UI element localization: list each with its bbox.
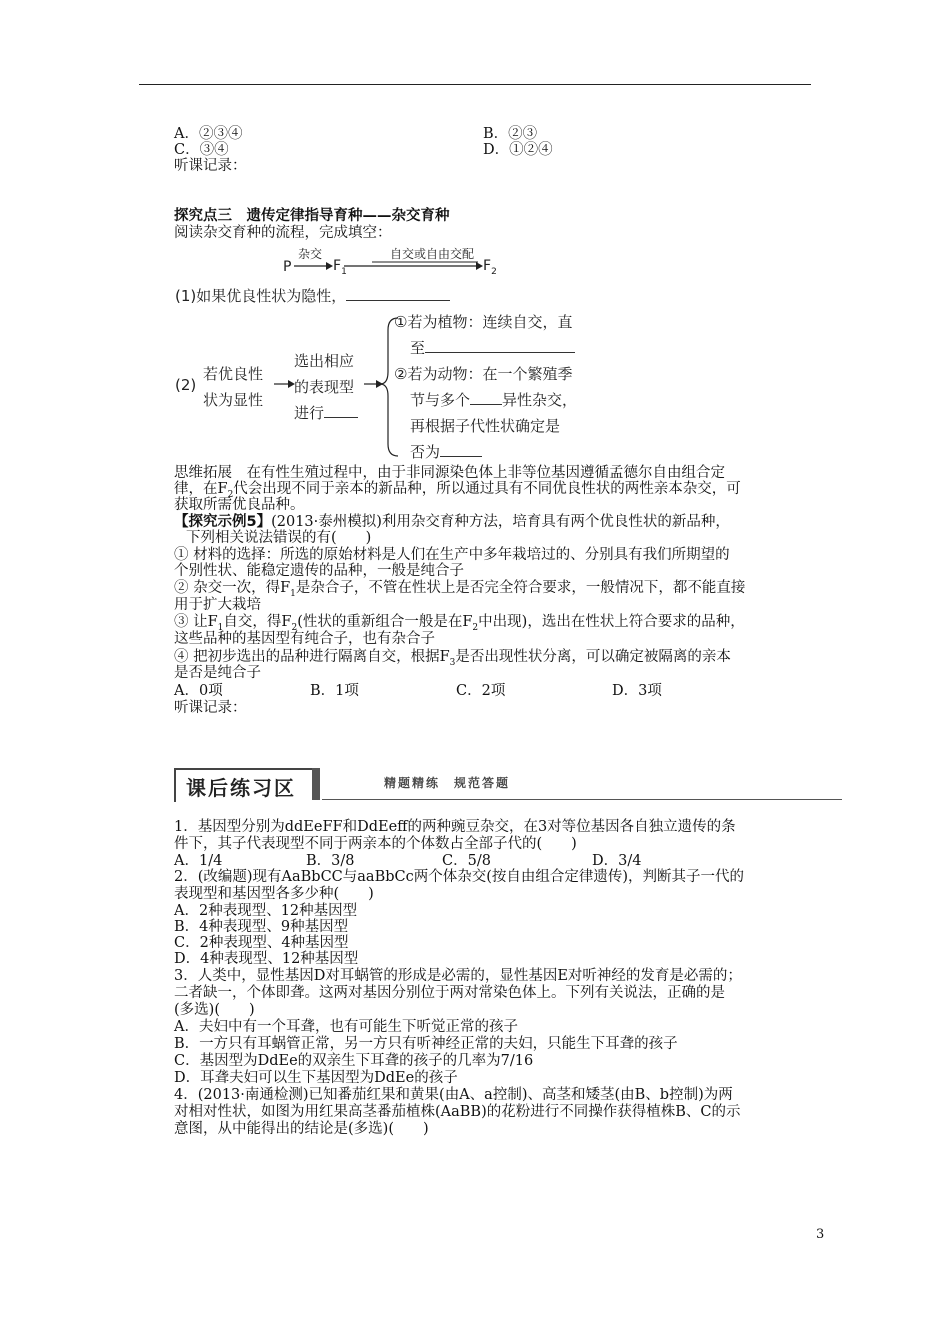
q1-option-d: D．3/4 (592, 853, 642, 869)
page-number: 3 (816, 1227, 825, 1242)
q3-option-d: D．耳聋夫妇可以生下基因型为DdEe的孩子 (174, 1070, 458, 1086)
q4-line-1: 4．(2013·南通检测)已知番茄红果和黄果(由A、a控制)、高茎和矮茎(由B、b控制)为两 (174, 1087, 733, 1103)
banner-subtitle: 精题精练 规范答题 (384, 776, 511, 790)
diagram-recessive-line: (1)如果优良性状为隐性， (175, 285, 450, 306)
banner-title: 课后练习区 (186, 776, 296, 800)
expand-line-2: 律，在$F_2$代会出现不同于亲本的新品种，所以通过具有不同优良性状的两性亲本杂交，可 (174, 481, 741, 500)
example5-record: 听课记录： (174, 700, 247, 716)
diagram-num2: (2) (175, 376, 197, 394)
q1-option-b: B．3/8 (306, 853, 355, 869)
diagram-animal-3: 再根据子代性状确定是 (410, 417, 561, 435)
section-title: 探究点三 遗传定律指导育种——杂交育种 (174, 208, 450, 224)
q2-option-c: C．2种表现型、4种基因型 (174, 935, 349, 951)
q1-option-c: C．5/8 (442, 853, 491, 869)
q2-line-1: 2．(改编题)现有AaBbCC与aaBbCc两个体杂交(按自由组合定律遗传)，判断其子一代的 (174, 869, 745, 885)
example5-option-a: A．0项 (174, 683, 223, 699)
diagram-selfing-label: 自交或自由交配 (390, 247, 475, 261)
diagram-f1: $F_1$ (333, 258, 347, 277)
example5-item-3b: 这些品种的基因型有纯合子，也有杂合子 (174, 631, 435, 647)
diagram-plant-1: ①若为植物：连续自交，直 (394, 313, 573, 331)
q2-option-d: D．4种表现型、12种基因型 (174, 951, 359, 967)
diagram-select-3: 进行 (294, 402, 358, 423)
diagram-p: P (283, 259, 292, 275)
example5-item-2b: 用于扩大栽培 (174, 597, 261, 613)
q4-line-3: 意图，从中能得出的结论是(多选)( ) (174, 1121, 429, 1137)
q3-option-b: B．一方只有耳蜗管正常，另一方只有听神经正常的夫妇，只能生下耳聋的孩子 (174, 1036, 678, 1052)
section-intro: 阅读杂交育种的流程，完成填空： (174, 225, 392, 241)
example5-item-2a: ② 杂交一次，得$F_1$是杂合子，不管在性状上是否完全符合要求，一般情况下，都不能直接 (174, 580, 746, 599)
option-c: C．③④ (174, 142, 229, 158)
diagram-select-2: 的表现型 (294, 378, 355, 396)
banner-underline (322, 799, 842, 800)
example5-item-4b: 是否是纯合子 (174, 665, 261, 681)
q1-option-a: A．1/4 (174, 853, 223, 869)
diagram-animal-2: 节与多个 异性杂交， (410, 391, 578, 409)
example5-option-d: D．3项 (612, 683, 662, 699)
example5-item-3a: ③ 让$F_1$自交，得$F_2$(性状的重新组合一般是在$F_2$中出现)，选出在性状上符合要求的品种， (174, 614, 745, 633)
q2-line-2: 表现型和基因型各多少种( ) (174, 886, 374, 902)
listen-record: 听课记录： (174, 158, 247, 174)
diagram-dominant-2: 状为显性 (203, 391, 264, 409)
banner-bar (312, 768, 320, 800)
option-a: A．②③④ (174, 126, 243, 142)
q2-option-a: A．2种表现型、12种基因型 (174, 903, 358, 919)
q2-option-b: B．4种表现型、9种基因型 (174, 919, 349, 935)
diagram-cross-label: 杂交 (298, 247, 323, 261)
diagram-animal-4: 否为 (410, 441, 482, 462)
diagram-dominant-1: 若优良性 (203, 365, 264, 383)
example5-line-2: 下列相关说法错误的有( ) (186, 530, 372, 546)
example5-option-c: C．2项 (456, 683, 506, 699)
q3-line-2: 二者缺一，个体即聋。这两对基因分别位于两对常染色体上。下列有关说法，正确的是 (174, 985, 725, 1001)
q3-option-c: C．基因型为DdEe的双亲生下耳聋的孩子的几率为7/16 (174, 1053, 534, 1069)
diagram-plant-2: 至 (410, 337, 575, 358)
q4-line-2: 对相对性状，如图为用红果高茎番茄植株(AaBB)的花粉进行不同操作获得植株B、C的示 (174, 1104, 741, 1120)
diagram-animal-1: ②若为动物：在一个繁殖季 (394, 365, 573, 383)
expand-line-3: 获取所需优良品种。 (174, 497, 305, 513)
q3-line-1: 3．人类中，显性基因D对耳蜗管的形成是必需的，显性基因E对听神经的发育是必需的； (174, 968, 742, 984)
diagram-select-1: 选出相应 (294, 352, 355, 370)
q1-line-1: 1．基因型分别为ddEeFF和DdEeff的两种豌豆杂交，在3对等位基因各自独立遗传的条 (174, 819, 736, 835)
example5-option-b: B．1项 (310, 683, 359, 699)
example5-item-1b: 个别性状、能稳定遗传的品种，一般是纯合子 (174, 563, 464, 579)
q3-option-a: A．夫妇中有一个耳聋，也有可能生下听觉正常的孩子 (174, 1019, 518, 1035)
option-d: D．①②④ (483, 142, 553, 158)
q3-line-3: (多选)( ) (174, 1002, 255, 1018)
example5-item-1a: ① 材料的选择：所选的原始材料是人们在生产中多年栽培过的、分别具有我们所期望的 (174, 547, 730, 563)
exercise-banner (174, 768, 814, 802)
q1-line-2: 件下，其子代表现型不同于两亲本的个体数占全部子代的( ) (174, 836, 577, 852)
diagram-f2: $F_2$ (483, 258, 497, 277)
expand-line-1: 思维拓展 在有性生殖过程中，由于非同源染色体上非等位基因遵循孟德尔自由组合定 (174, 465, 725, 481)
example5-item-4a: ④ 把初步选出的品种进行隔离自交，根据$F_3$是否出现性状分离，可以确定被隔离的亲本 (174, 649, 731, 668)
option-b: B．②③ (483, 126, 538, 142)
example5-line-1: 【探究示例5】(2013·泰州模拟)利用杂交育种方法，培育具有两个优良性状的新品种， (174, 514, 730, 530)
